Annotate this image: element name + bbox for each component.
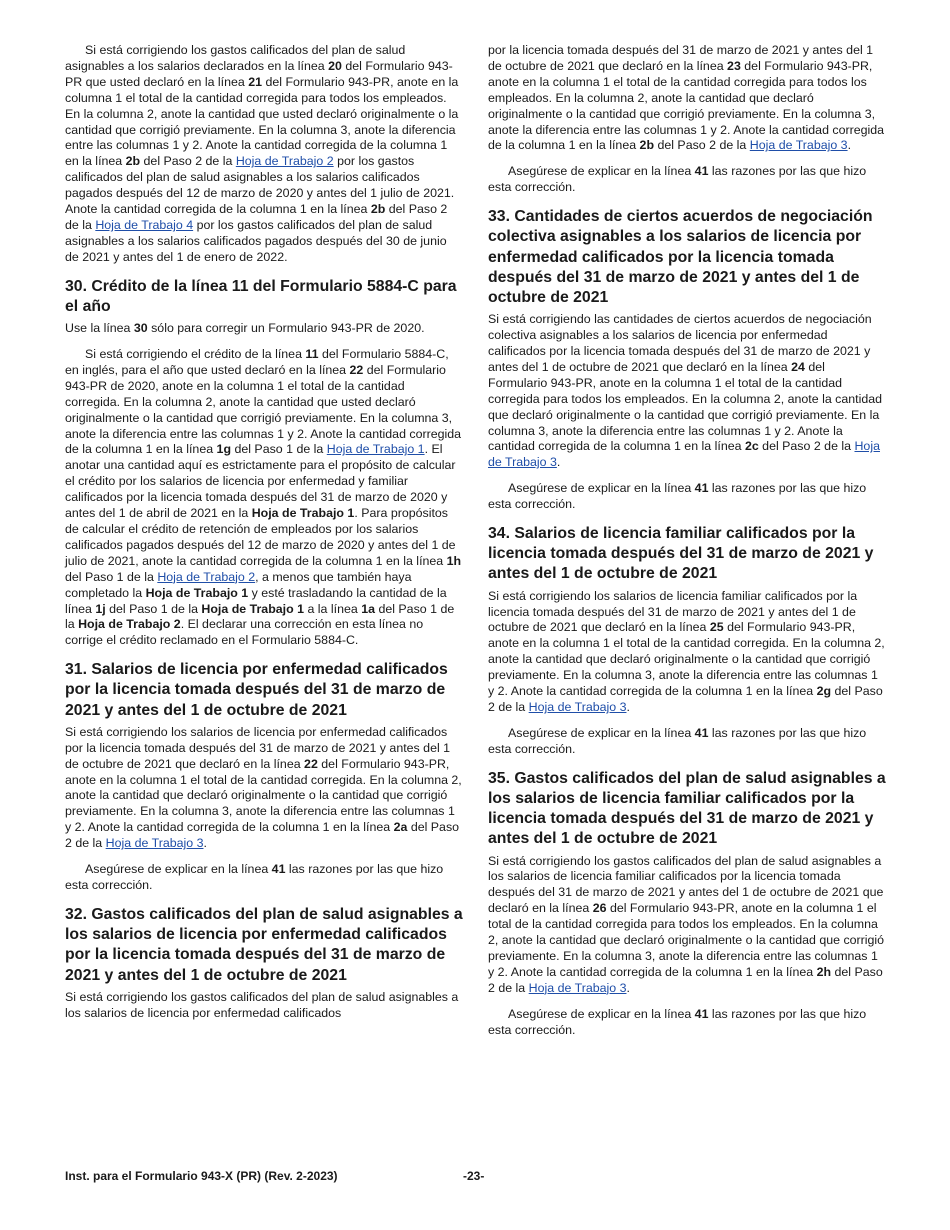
- worksheet-1-link[interactable]: Hoja de Trabajo 1: [326, 442, 425, 457]
- section-30-paragraph-1: Use la línea 30 sólo para corregir un Formulario 943-PR de 2020.: [65, 321, 425, 336]
- section-35-heading: 35. Gastos calificados del plan de salud asignables a los salarios de licencia familiar calificados por la licencia tomada después del 31 de marzo de 2021 y antes del 1 de octubre de 2021: [488, 769, 886, 848]
- section-33-paragraph-1: Si está corrigiendo las cantidades de ciertos acuerdos de negociación colectiva asignables a los salarios de licencia por enfermedad calificados por la licencia tomada después del 31 de marzo de 2021 y antes del 1 de octubre de 2021 que declaró en la línea 24 del Formulario 943-PR, anote en la columna 1 el total de la cantidad corregida para todos los empleados. En la columna 2, anote la cantidad que declaró originalmente o la cantidad que corrigió previamente. En la columna 3, anote la diferencia entre las columnas 1 y 2. Anote la cantidad corregida de la columna 1 en la línea 2c del Paso 2 de la Hoja de Trabajo 3.: [488, 312, 882, 470]
- section-32-paragraph-2: Asegúrese de explicar en la línea 41 las razones por las que hizo esta corrección.: [488, 164, 867, 195]
- intro-paragraph: Si está corrigiendo los gastos calificados del plan de salud asignables a los salarios declarados en la línea 20 del Formulario 943-PR que usted declaró en la línea 21 del Formulario 943-PR, anote en la columna 1 el total de la cantidad corregida para todos los empleados. En la columna 2, anote la cantidad que usted declaró originalmente o la cantidad que corrigió previamente. En la columna 3, anote la diferencia entre las columnas 1 y 2. Anote la cantidad corregida de la columna 1 en la línea 2b del Paso 2 de la Hoja de Trabajo 2 por los gastos calificados del plan de salud asignables a los salarios calificados pagados después del 12 de marzo de 2020 y antes del 1 julio de 2021. Anote la cantidad corregida de la columna 1 en la línea 2b del Paso 2 de la Hoja de Trabajo 4 por los gastos calificados del plan de salud asignables a los salarios calificados pagados después del 30 de junio de 2021 y antes del 1 de enero de 2022.: [65, 43, 459, 264]
- section-30-paragraph-2: Si está corrigiendo el crédito de la línea 11 del Formulario 5884-C, en inglés, para el año que usted declaró en la línea 22 del Formulario 943-PR de 2020, anote en la columna 1 el total de la cantidad corregida. En la columna 2, anote la cantidad que usted declaró originalmente o la cantidad que corrigió previamente. En la columna 3, anote la diferencia entre las columnas 1 y 2. Anote la cantidad corregida de la columna 1 en la línea 1g del Paso 1 de la Hoja de Trabajo 1. El anotar una cantidad aquí es estrictamente para el propósito de calcular el crédito por los salarios de licencia por enfermedad y familiar calificados por la licencia tomada después del 31 de marzo de 2020 y antes del 1 de abril de 2021 en la Hoja de Trabajo 1. Para propósitos de calcular el crédito de retención de empleados por los salarios calificados pagados después del 12 de marzo de 2020 y antes del 1 de julio de 2021, anote la cantidad corregida de la columna 1 en la línea 1h del Paso 1 de la Hoja de Trabajo 2, a menos que también haya completado la Hoja de Trabajo 1 y esté trasladando la cantidad de la línea 1j del Paso 1 de la Hoja de Trabajo 1 a la línea 1a del Paso 1 de la Hoja de Trabajo 2. El declarar una corrección en esta línea no corrige el crédito reclamado en el Formulario 5884-C.: [65, 347, 462, 648]
- section-31-heading: 31. Salarios de licencia por enfermedad calificados por la licencia tomada después del 31 de marzo de 2021 y antes del 1 de octubre de 2021: [65, 661, 448, 719]
- section-35-paragraph-1: Si está corrigiendo los gastos calificados del plan de salud asignables a los salarios de licencia familiar calificados por la licencia tomada después del 31 de marzo de 2021 y antes del 1 de octubre de 2021 que declaró en la línea 26 del Formulario 943-PR, anote en la columna 1 el total de la cantidad corregida para todos los empleados. En la columna 2, anote la cantidad que declaró originalmente o la cantidad que corrigió previamente. En la columna 3, anote la diferencia entre las columnas 1 y 2. Anote la cantidad corregida de la columna 1 en la línea 2h del Paso 2 de la Hoja de Trabajo 3.: [488, 853, 885, 995]
- section-31-paragraph-1: Si está corrigiendo los salarios de licencia por enfermedad calificados por la licencia tomada después del 31 de marzo de 2021 y antes del 1 de octubre de 2021 que declaró en la línea 22 del Formulario 943-PR, anote en la columna 1 el total de la cantidad corregida. En la columna 2, anote la cantidad que declaró originalmente o la cantidad que corrigió previamente. En la columna 3, anote la diferencia entre las columnas 1 y 2. Anote la cantidad corregida de la columna 1 en la línea 2a del Paso 2 de la Hoja de Trabajo 3.: [65, 724, 462, 851]
- section-33-paragraph-2: Asegúrese de explicar en la línea 41 las razones por las que hizo esta corrección.: [488, 481, 867, 512]
- section-35-paragraph-2: Asegúrese de explicar en la línea 41 las razones por las que hizo esta corrección.: [488, 1006, 867, 1037]
- page-number: -23-: [463, 1169, 485, 1183]
- section-30-heading: 30. Crédito de la línea 11 del Formulario 5884-C para el año: [65, 277, 457, 315]
- worksheet-2-link[interactable]: Hoja de Trabajo 2: [235, 154, 334, 169]
- section-33-heading: 33. Cantidades de ciertos acuerdos de negociación colectiva asignables a los salarios de licencia por enfermedad calificados por la licencia tomada después del 31 de marzo de 2021 y antes del 1 de octubre de 2021: [488, 208, 873, 306]
- right-column: [488, 43, 886, 1039]
- section-32-paragraph-1: Si está corrigiendo los gastos calificados del plan de salud asignables a los salarios de licencia por enfermedad calificados: [65, 989, 459, 1020]
- worksheet-3-link[interactable]: Hoja de Trabajo 3: [488, 439, 880, 470]
- left-column: [65, 43, 463, 1022]
- worksheet-3-link[interactable]: Hoja de Trabajo 3: [528, 700, 627, 714]
- section-34-heading: 34. Salarios de licencia familiar calificados por la licencia tomada después del 31 de marzo de 2021 y antes del 1 de octubre de 2021: [488, 525, 874, 583]
- worksheet-2-link[interactable]: Hoja de Trabajo 2: [157, 569, 256, 584]
- section-32-heading: 32. Gastos calificados del plan de salud asignables a los salarios de licencia por enfermedad calificados por la licencia tomada después del 31 de marzo de 2021 y antes del 1 de octubre de 2021: [65, 905, 463, 984]
- footer-form-label: Inst. para el Formulario 943-X (PR) (Rev. 2-2023): [65, 1169, 338, 1183]
- worksheet-3-link[interactable]: Hoja de Trabajo 3: [749, 138, 848, 153]
- worksheet-3-link[interactable]: Hoja de Trabajo 3: [528, 980, 627, 995]
- section-34-paragraph-2: Asegúrese de explicar en la línea 41 las razones por las que hizo esta corrección.: [488, 725, 867, 756]
- section-31-paragraph-2: Asegúrese de explicar en la línea 41 las razones por las que hizo esta corrección.: [65, 862, 444, 892]
- worksheet-3-link[interactable]: Hoja de Trabajo 3: [105, 836, 204, 851]
- section-34-paragraph-1: Si está corrigiendo los salarios de licencia familiar calificados por la licencia tomada después del 31 de marzo de 2021 y antes del 1 de octubre de 2021 que declaró en la línea 25 del Formulario 943-PR, anote en la columna 1 el total de la cantidad corregida. En la columna 2, anote la cantidad que declaró originalmente o la cantidad que corrigió previamente. En la columna 3, anote la diferencia entre las columnas 1 y 2. Anote la cantidad corregida de la columna 1 en la línea 2g del Paso 2 de la Hoja de Trabajo 3.: [488, 588, 885, 714]
- worksheet-4-link[interactable]: Hoja de Trabajo 4: [95, 217, 194, 232]
- page-footer: [65, 1169, 885, 1185]
- section-32-continuation: por la licencia tomada después del 31 de marzo de 2021 y antes del 1 de octubre de 2021 que declaró en la línea 23 del Formulario 943-PR, anote en la columna 1 el total de la cantidad corregida para todos los empleados. En la columna 2, anote la cantidad que declaró originalmente o la cantidad que corrigió previamente. En la columna 3, anote la diferencia entre las columnas 1 y 2. Anote la cantidad corregida de la columna 1 en la línea 2b del Paso 2 de la Hoja de Trabajo 3.: [488, 43, 885, 153]
